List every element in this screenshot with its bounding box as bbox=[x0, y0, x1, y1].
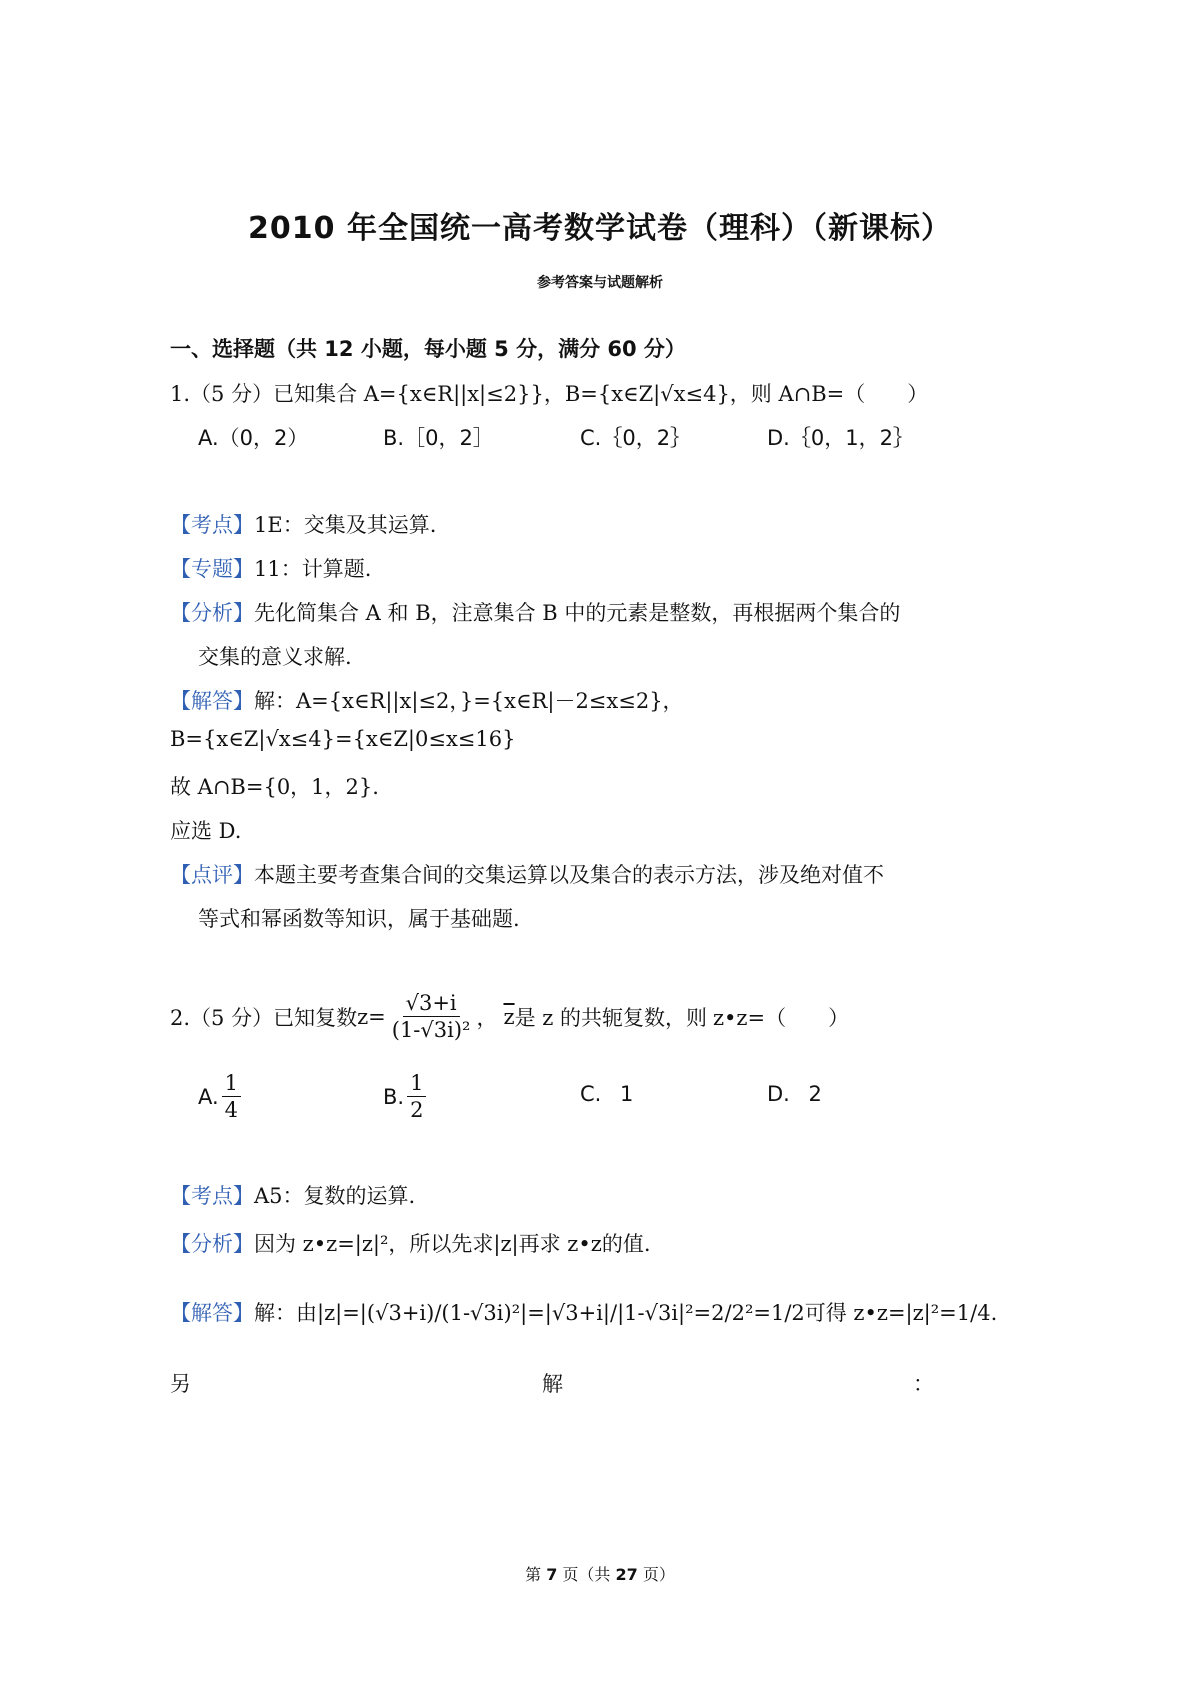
q2-fenxi-text: 因为 z•z=|z|²，所以先求|z|再求 z•z的值. bbox=[254, 1232, 651, 1256]
q2-frac-denominator: (1-√3i)² bbox=[391, 1018, 471, 1042]
q2-option-b-fraction bbox=[407, 1070, 426, 1123]
q2-product: z•z=（ ） bbox=[712, 1005, 850, 1030]
q1-jieda-answer: 应选 D. bbox=[170, 819, 242, 843]
q1-jieda bbox=[170, 685, 684, 715]
q2-option-a-den: 4 bbox=[224, 1098, 239, 1122]
q2-jieda-text: 解：由|z|=|(√3+i)/(1-√3i)²|=|√3+i|/|1-√3i|²=2/2²=1/2可得 z•z=|z|²=1/4. bbox=[254, 1301, 998, 1325]
q2-jie: 解 bbox=[542, 1372, 563, 1396]
q2-fraction bbox=[389, 990, 474, 1043]
q1-zhuanti bbox=[170, 553, 371, 583]
q2-option-c-value: 1 bbox=[620, 1082, 634, 1106]
dianping-text: 本题主要考查集合间的交集运算以及集合的表示方法，涉及绝对值不 bbox=[254, 863, 884, 887]
q2-stem-rest: 是 z 的共轭复数，则 bbox=[514, 1005, 707, 1030]
fenxi-tag: 【分析】 bbox=[170, 601, 254, 625]
q2-jieda bbox=[170, 1297, 997, 1327]
dianping-tag: 【点评】 bbox=[170, 863, 254, 887]
q1-option-d: D.｛0，1，2｝ bbox=[767, 426, 914, 450]
q1-jieda-b: B={x∈Z|√x≤4}={x∈Z|0≤x≤16} bbox=[170, 727, 516, 751]
q1-kaodian bbox=[170, 509, 436, 539]
q1-fenxi-cont: 交集的意义求解. bbox=[198, 645, 352, 669]
q1-option-c: C.｛0，2｝ bbox=[580, 426, 692, 450]
page-footer bbox=[0, 1562, 1200, 1585]
q2-comma: ， bbox=[476, 1005, 498, 1030]
q2-zbar: $\overline{z}$ bbox=[503, 1004, 515, 1029]
q2-option-a-num: 1 bbox=[222, 1070, 241, 1097]
question-1-stem: 1.（5 分）已知集合 A={x∈R||x|≤2}}，B={x∈Z|√x≤4}，则 A∩B=（ ） bbox=[170, 382, 929, 406]
jieda-tag: 【解答】 bbox=[170, 689, 254, 713]
jieda-text: 解：A={x∈R||x|≤2，}={x∈R|－2≤x≤2}， bbox=[254, 689, 684, 713]
fenxi-text: 先化简集合 A 和 B，注意集合 B 中的元素是整数，再根据两个集合的 bbox=[254, 601, 901, 625]
zhuanti-tag: 【专题】 bbox=[170, 557, 254, 581]
q2-fenxi bbox=[170, 1228, 651, 1258]
q2-z-eq: z= bbox=[357, 1004, 386, 1029]
q1-dianping bbox=[170, 859, 884, 889]
q2-option-a-letter: A. bbox=[198, 1084, 219, 1109]
kaodian-tag: 【考点】 bbox=[170, 513, 254, 537]
q2-option-d bbox=[767, 1082, 822, 1106]
q2-option-c bbox=[580, 1082, 633, 1106]
q2-stem-prefix: 2.（5 分）已知复数 bbox=[170, 1005, 358, 1030]
page-subtitle: 参考答案与试题解析 bbox=[537, 275, 663, 291]
q1-option-b: B.［0，2］ bbox=[383, 426, 494, 450]
q1-jieda-intersection: 故 A∩B={0，1，2}. bbox=[170, 775, 379, 799]
zhuanti-text: 11：计算题. bbox=[254, 557, 372, 581]
q2-frac-numerator: √3+i bbox=[403, 990, 460, 1017]
q2-jieda-tag: 【解答】 bbox=[170, 1301, 254, 1325]
footer-suffix: 页） bbox=[642, 1565, 675, 1584]
q2-kaodian-text: A5：复数的运算. bbox=[254, 1184, 416, 1208]
q1-dianping-cont: 等式和幂函数等知识，属于基础题. bbox=[198, 907, 520, 931]
q2-option-a bbox=[198, 1070, 244, 1123]
footer-page-number: 7 bbox=[546, 1565, 558, 1584]
q2-option-b bbox=[383, 1070, 429, 1123]
footer-page-total: 27 bbox=[615, 1565, 638, 1584]
q1-fenxi bbox=[170, 597, 900, 627]
q2-option-d-letter: D. bbox=[767, 1082, 790, 1106]
footer-mid: 页（共 bbox=[562, 1565, 611, 1584]
q1-option-a: A.（0，2） bbox=[198, 426, 309, 450]
q2-option-b-letter: B. bbox=[383, 1084, 405, 1109]
q2-option-a-fraction bbox=[222, 1070, 241, 1123]
q2-option-c-letter: C. bbox=[580, 1082, 602, 1106]
q2-kaodian-tag: 【考点】 bbox=[170, 1184, 254, 1208]
q2-fenxi-tag: 【分析】 bbox=[170, 1232, 254, 1256]
q2-option-d-value: 2 bbox=[808, 1082, 822, 1106]
q2-colon: ： bbox=[913, 1372, 934, 1396]
question-2-stem bbox=[170, 990, 849, 1043]
kaodian-text: 1E：交集及其运算. bbox=[254, 513, 437, 537]
footer-prefix: 第 bbox=[525, 1565, 542, 1584]
page-title: 2010 年全国统一高考数学试卷（理科）（新课标） bbox=[248, 211, 952, 246]
q2-kaodian bbox=[170, 1180, 415, 1210]
section-heading: 一、选择题（共 12 小题，每小题 5 分，满分 60 分） bbox=[170, 337, 686, 361]
q2-ling: 另 bbox=[170, 1372, 191, 1396]
q2-option-b-num: 1 bbox=[407, 1070, 426, 1097]
q2-option-b-den: 2 bbox=[410, 1098, 424, 1122]
